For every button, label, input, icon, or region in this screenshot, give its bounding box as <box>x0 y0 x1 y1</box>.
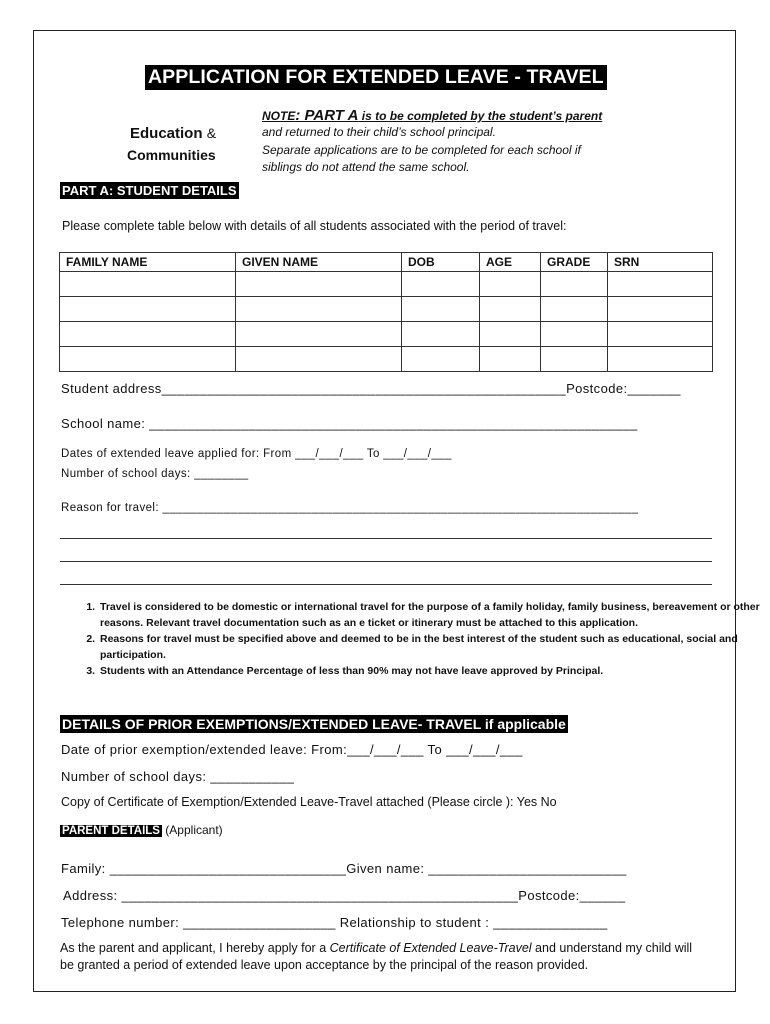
table-cell[interactable] <box>480 272 541 297</box>
note-line3: Separate applications are to be completed for each school if <box>262 143 581 157</box>
part-a-heading: PART A: STUDENT DETAILS <box>62 183 237 198</box>
table-cell[interactable] <box>541 347 608 372</box>
note-line2: and returned to their child’s school principal. <box>262 125 496 139</box>
parent-heading-suffix: (Applicant) <box>161 823 223 837</box>
table-cell[interactable] <box>60 297 236 322</box>
prior-date-field[interactable]: Date of prior exemption/extended leave: From:___/___/___ To ___/___/___ <box>61 742 523 757</box>
table-row <box>60 272 713 297</box>
reason-line[interactable] <box>60 538 712 539</box>
notes-list <box>58 599 764 679</box>
prior-days-field[interactable]: Number of school days: ___________ <box>61 769 295 784</box>
col-family-name: FAMILY NAME <box>60 253 236 272</box>
note-prefix: NOTE <box>262 109 296 123</box>
table-cell[interactable] <box>541 322 608 347</box>
table-row <box>60 347 713 372</box>
table-cell[interactable] <box>402 347 480 372</box>
table-cell[interactable] <box>236 297 402 322</box>
form-title: APPLICATION FOR EXTENDED LEAVE - TRAVEL <box>145 65 607 90</box>
table-cell[interactable] <box>402 272 480 297</box>
note-item-3: 3. Students with an Attendance Percentage of less than 90% may not have leave approved by Principal. <box>98 663 764 679</box>
table-cell[interactable] <box>608 322 713 347</box>
logo-line1: Education <box>130 125 203 142</box>
note-part: : PART A <box>295 107 359 124</box>
family-field[interactable]: Family: _______________________________Given name: __________________________ <box>61 861 627 876</box>
col-srn: SRN <box>608 253 713 272</box>
note-rest: is to be completed by the student’s parent <box>358 109 603 123</box>
logo-amp: & <box>206 125 217 141</box>
col-given-name: GIVEN NAME <box>236 253 402 272</box>
student-table <box>59 252 713 372</box>
dates-applied-field[interactable]: Dates of extended leave applied for: From ___/___/___ To ___/___/___ <box>61 448 452 460</box>
table-instruction: Please complete table below with details of all students associated with the period of travel: <box>62 219 567 233</box>
note-item-2: 2. Reasons for travel must be specified above and deemed to be in the best interest of the student such as educational, social and participation. <box>98 631 764 663</box>
table-cell[interactable] <box>608 272 713 297</box>
note-item-1: 1. Travel is considered to be domestic or international travel for the purpose of a family holiday, family business, bereavement or other reasons. Relevant travel documentation such as an e ticket or itinerary must be attached to this application. <box>98 599 764 631</box>
col-grade: GRADE <box>541 253 608 272</box>
table-cell[interactable] <box>60 347 236 372</box>
logo-education <box>130 125 216 142</box>
student-address-field[interactable]: Student address_____________________________________________________Postcode:_______ <box>61 381 681 396</box>
certificate-field[interactable]: Copy of Certificate of Exemption/Extended Leave-Travel attached (Please circle ): Yes No <box>61 795 557 809</box>
telephone-field[interactable]: Telephone number: ____________________ Relationship to student : _______________ <box>61 915 608 930</box>
parent-heading-row <box>60 823 223 839</box>
table-header-row <box>60 253 713 272</box>
reason-line[interactable] <box>60 584 712 585</box>
table-cell[interactable] <box>541 297 608 322</box>
table-cell[interactable] <box>608 347 713 372</box>
declaration-pre: As the parent and applicant, I hereby apply for a <box>60 941 330 955</box>
table-row <box>60 297 713 322</box>
table-row <box>60 322 713 347</box>
col-age: AGE <box>480 253 541 272</box>
note-line4: siblings do not attend the same school. <box>262 160 470 174</box>
declaration-italic: Certificate of Extended Leave-Travel <box>329 941 532 955</box>
table-cell[interactable] <box>60 322 236 347</box>
parent-details-heading: PARENT DETAILS <box>62 825 160 837</box>
note-line1 <box>262 107 602 124</box>
table-cell[interactable] <box>480 347 541 372</box>
table-cell[interactable] <box>236 347 402 372</box>
table-cell[interactable] <box>402 297 480 322</box>
address-field[interactable]: Address: ____________________________________________________Postcode:______ <box>63 888 626 903</box>
prior-exemptions-heading: DETAILS OF PRIOR EXEMPTIONS/EXTENDED LEAVE- TRAVEL if applicable <box>62 716 566 732</box>
table-cell[interactable] <box>60 272 236 297</box>
table-cell[interactable] <box>402 322 480 347</box>
logo-communities: Communities <box>127 147 216 163</box>
reason-field[interactable]: Reason for travel: ______________________________________________________________________ <box>61 502 639 514</box>
table-cell[interactable] <box>541 272 608 297</box>
declaration-post: and understand my child will be granted a period of extended leave upon acceptance by the principal of the reason provided. <box>60 941 693 972</box>
table-cell[interactable] <box>480 297 541 322</box>
col-dob: DOB <box>402 253 480 272</box>
declaration-text <box>60 940 700 974</box>
school-days-field[interactable]: Number of school days: ________ <box>61 468 249 480</box>
reason-line[interactable] <box>60 561 712 562</box>
table-cell[interactable] <box>608 297 713 322</box>
table-cell[interactable] <box>480 322 541 347</box>
table-cell[interactable] <box>236 272 402 297</box>
school-name-field[interactable]: School name: ________________________________________________________________ <box>61 416 638 431</box>
table-cell[interactable] <box>236 322 402 347</box>
